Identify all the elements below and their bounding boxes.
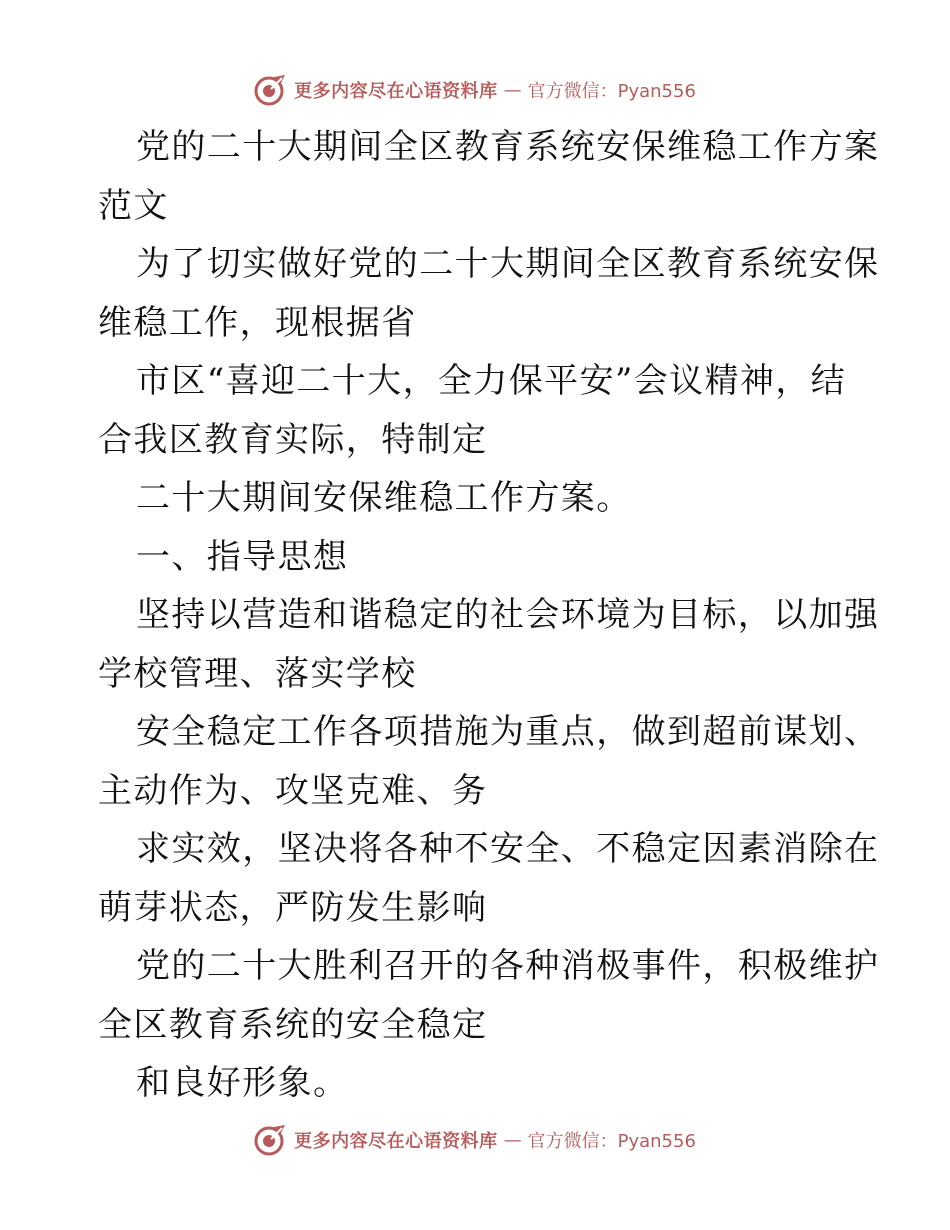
- footer-watermark: [0, 1122, 950, 1158]
- watermark-wechat-text: 官方微信：Pyan556: [527, 81, 696, 102]
- header-watermark: [0, 72, 950, 108]
- doc-paragraph-line: 二十大期间安保维稳工作方案。: [136, 478, 632, 518]
- doc-paragraph-line: 和良好形象。: [136, 1063, 349, 1103]
- watermark-site-text: 更多内容尽在心语资料库: [294, 1131, 498, 1152]
- doc-paragraph-line: 坚持以营造和谐稳定的社会环境为目标，以加强: [136, 595, 880, 635]
- doc-paragraph-line: 市区“喜迎二十大，全力保平安”会议精神，结: [136, 361, 847, 401]
- doc-paragraph-line: 主动作为、攻坚克难、务: [98, 770, 488, 811]
- doc-paragraph-line: 全区教育系统的安全稳定: [98, 1004, 488, 1045]
- watermark-dash: —: [503, 79, 522, 101]
- doc-paragraph-line: 为了切实做好党的二十大期间全区教育系统安保: [136, 244, 880, 284]
- doc-paragraph-line: 萌芽状态，严防发生影响: [98, 887, 488, 928]
- doc-title-line-2: 范文: [98, 185, 169, 226]
- brand-logo-icon: [254, 1123, 288, 1157]
- watermark-dash: —: [503, 1129, 522, 1151]
- brand-logo-icon: [254, 73, 288, 107]
- watermark-site-text: 更多内容尽在心语资料库: [294, 81, 498, 102]
- doc-title-line-1: 党的二十大期间全区教育系统安保维稳工作方案: [136, 127, 880, 167]
- doc-section-heading: 一、指导思想: [136, 536, 349, 577]
- doc-paragraph-line: 合我区教育实际，特制定: [98, 419, 488, 460]
- doc-paragraph-line: 安全稳定工作各项措施为重点，做到超前谋划、: [136, 712, 880, 752]
- doc-paragraph-line: 维稳工作，现根据省: [98, 302, 417, 343]
- watermark-wechat-text: 官方微信：Pyan556: [527, 1131, 696, 1152]
- doc-paragraph-line: 求实效，坚决将各种不安全、不稳定因素消除在: [136, 829, 880, 869]
- doc-paragraph-line: 党的二十大胜利召开的各种消极事件，积极维护: [136, 946, 880, 986]
- doc-paragraph-line: 学校管理、落实学校: [98, 653, 417, 694]
- document-body: [98, 118, 880, 1113]
